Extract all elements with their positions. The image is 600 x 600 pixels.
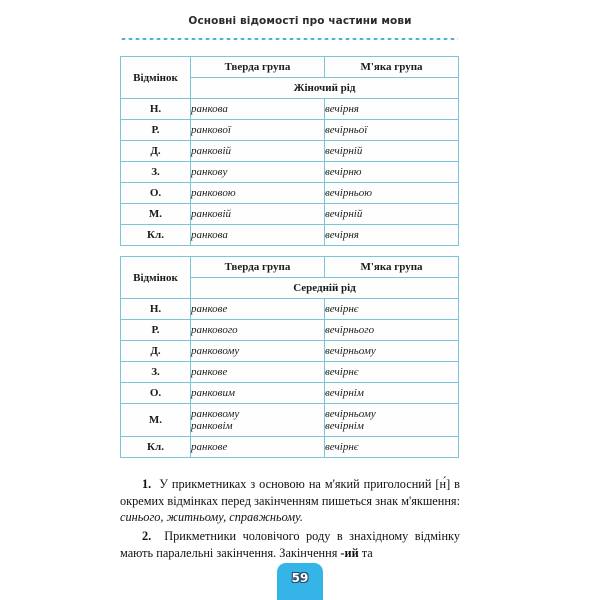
dotted-rule-divider [120, 37, 458, 41]
page-number-badge [277, 563, 323, 600]
form-soft: вечірнє [325, 299, 459, 320]
case-label: М. [121, 204, 191, 225]
form-soft: вечірня [325, 225, 459, 246]
paragraph-number: 1. [142, 477, 152, 492]
header-soft-group: М'яка група [325, 57, 459, 78]
table-row [121, 383, 459, 404]
table-row [121, 141, 459, 162]
case-label: Кл. [121, 225, 191, 246]
case-label: З. [121, 362, 191, 383]
case-label: Р. [121, 320, 191, 341]
form-soft: вечірнього [325, 320, 459, 341]
paragraph-text-tail: та [358, 545, 373, 560]
form-hard: ранкова [191, 99, 325, 120]
form-hard: ранковій [191, 204, 325, 225]
form-soft: вечірньою [325, 183, 459, 204]
table-header-row [121, 57, 459, 78]
case-label: Кл. [121, 437, 191, 458]
header-gender: Жіночий рід [191, 78, 459, 99]
form-soft: вечірньої [325, 120, 459, 141]
form-soft: вечірнє [325, 437, 459, 458]
table-row [121, 183, 459, 204]
declension-table-feminine [120, 56, 459, 246]
rule-paragraph-1 [120, 476, 460, 526]
header-soft-group: М'яка група [325, 257, 459, 278]
form-hard: ранкову [191, 162, 325, 183]
form-hard: ранковій [191, 141, 325, 162]
table-row [121, 362, 459, 383]
form-soft: вечірня [325, 99, 459, 120]
form-hard: ранкове [191, 437, 325, 458]
form-hard-variant-1: ранковому [191, 408, 240, 420]
form-hard [191, 404, 325, 437]
form-soft-variant-1: вечірньому [325, 408, 376, 420]
table-row [121, 341, 459, 362]
form-soft: вечірньому [325, 341, 459, 362]
header-hard-group: Тверда група [191, 57, 325, 78]
header-case: Відмінок [121, 57, 191, 99]
form-hard-variant-2: ранковім [191, 420, 233, 432]
case-label: Д. [121, 141, 191, 162]
header-case: Відмінок [121, 257, 191, 299]
header-gender: Середній рід [191, 278, 459, 299]
page-number: 59 [291, 571, 309, 585]
paragraph-ending-bold: -ий [340, 545, 359, 560]
case-label: З. [121, 162, 191, 183]
form-hard: ранкового [191, 320, 325, 341]
case-label: Д. [121, 341, 191, 362]
table-row [121, 225, 459, 246]
table-row [121, 299, 459, 320]
table-row [121, 99, 459, 120]
form-soft: вечірній [325, 204, 459, 225]
form-soft: вечірній [325, 141, 459, 162]
form-hard: ранковою [191, 183, 325, 204]
case-label: М. [121, 404, 191, 437]
table-row [121, 404, 459, 437]
form-hard: ранкове [191, 299, 325, 320]
form-hard: ранкової [191, 120, 325, 141]
table-row [121, 320, 459, 341]
case-label: Р. [121, 120, 191, 141]
paragraph-text: У прикметниках з основою на м'який приголосний [н́] в окремих відмінках перед закінченням пишеться знак м'якшення: [120, 477, 460, 508]
form-soft-variant-2: вечірнім [325, 420, 364, 432]
running-head: Основні відомості про частини мови [188, 15, 412, 27]
table-row [121, 204, 459, 225]
form-hard: ранкова [191, 225, 325, 246]
case-label: О. [121, 183, 191, 204]
table-row [121, 162, 459, 183]
case-label: О. [121, 383, 191, 404]
table-header-row [121, 257, 459, 278]
header-hard-group: Тверда група [191, 257, 325, 278]
paragraph-number: 2. [142, 529, 152, 544]
form-soft [325, 404, 459, 437]
rule-paragraph-2 [120, 528, 460, 561]
form-hard: ранковим [191, 383, 325, 404]
declension-table-neuter [120, 256, 459, 458]
form-hard: ранковому [191, 341, 325, 362]
form-hard: ранкове [191, 362, 325, 383]
form-soft: вечірнім [325, 383, 459, 404]
paragraph-examples: синього, житньому, справжньому. [120, 510, 303, 525]
case-label: Н. [121, 299, 191, 320]
form-soft: вечірнє [325, 362, 459, 383]
paragraph-text: Прикметники чоловічого роду в знахідному відмінку мають паралельні закінчення. Закінчення [120, 529, 460, 560]
form-soft: вечірню [325, 162, 459, 183]
table-row [121, 437, 459, 458]
table-row [121, 120, 459, 141]
case-label: Н. [121, 99, 191, 120]
